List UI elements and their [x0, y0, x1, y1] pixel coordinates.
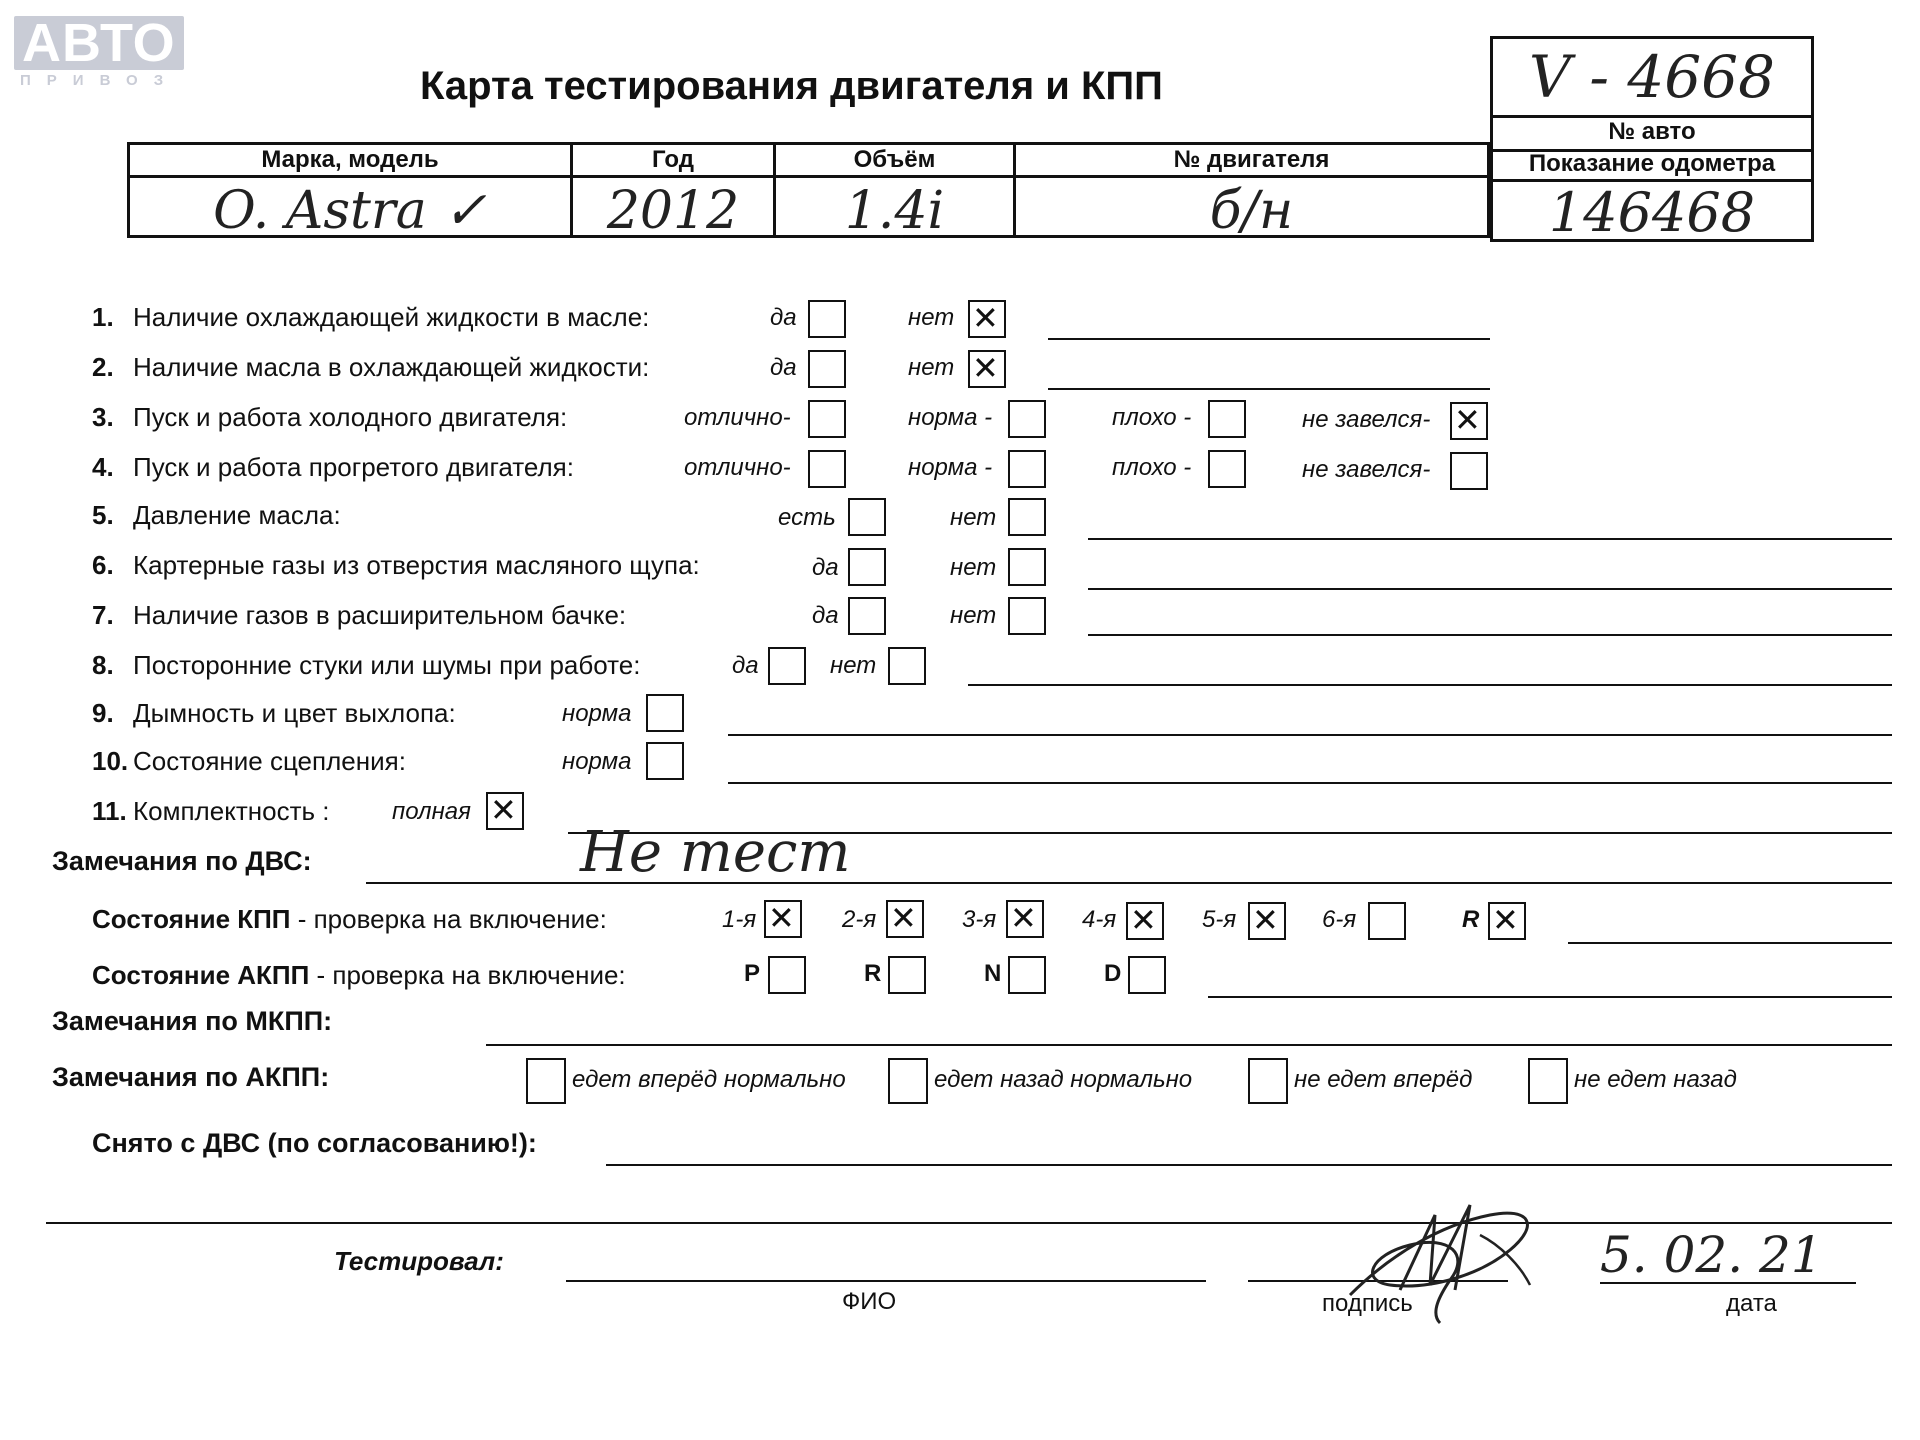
year-value[interactable]: 2012 — [606, 181, 740, 241]
q1-number: 1. — [92, 302, 114, 332]
year-cell — [570, 145, 773, 241]
logo-sub: ПРИВОЗ — [20, 72, 180, 89]
akpp-label-rest: - проверка на включение: — [309, 960, 626, 990]
q7-opt-no-label: нет — [950, 602, 997, 629]
q1-note-line[interactable] — [1048, 338, 1490, 340]
q10-number: 10. — [92, 746, 129, 776]
engine-number-label: № двигателя — [1016, 145, 1487, 178]
q3-opt-nostart-label: не завелся- — [1302, 406, 1431, 433]
kpp-gear-r-checkbox[interactable] — [1488, 902, 1526, 940]
q2-opt-yes-label: да — [770, 354, 797, 381]
q8-no-checkbox[interactable] — [888, 647, 926, 685]
akpp-mode-p-label: P — [744, 960, 761, 987]
q4-bad-checkbox[interactable] — [1208, 450, 1246, 488]
q3-nostart-checkbox[interactable] — [1450, 402, 1488, 440]
q3-opt-excellent-label: отлично- — [684, 404, 791, 431]
volume-label: Объём — [776, 145, 1013, 178]
mkpp-remarks-label: Замечания по МКПП: — [52, 1006, 333, 1036]
kpp-gear-1-label: 1-я — [722, 906, 757, 933]
q11-opt-full-label: полная — [392, 798, 471, 825]
volume-cell — [773, 145, 1013, 241]
akpp-backward-normal-label: едет назад нормально — [934, 1066, 1193, 1093]
q8-note-line[interactable] — [968, 684, 1892, 686]
akpp-forward-normal-checkbox[interactable] — [526, 1058, 566, 1104]
kpp-gear-r-label: R — [1462, 906, 1480, 933]
q9-note-line[interactable] — [728, 734, 1892, 736]
make-model-label: Марка, модель — [130, 145, 570, 178]
q6-opt-no-label: нет — [950, 554, 997, 581]
q5-text: Давление масла: — [133, 500, 341, 530]
kpp-gear-2-checkbox[interactable] — [886, 900, 924, 938]
q3-text: Пуск и работа холодного двигателя: — [133, 402, 568, 432]
q3-opt-bad-label: плохо - — [1112, 404, 1192, 431]
q1-text: Наличие охлаждающей жидкости в масле: — [133, 302, 650, 332]
auto-number-box — [1490, 36, 1814, 242]
q4-opt-normal-label: норма - — [908, 454, 993, 481]
q3-opt-normal-label: норма - — [908, 404, 993, 431]
auto-number-value[interactable]: V - 4668 — [1493, 39, 1811, 118]
q3-excellent-checkbox[interactable] — [808, 400, 846, 438]
q4-opt-bad-label: плохо - — [1112, 454, 1192, 481]
auto-number-label: № авто — [1493, 115, 1811, 152]
fio-line[interactable] — [566, 1280, 1206, 1282]
q9-text: Дымность и цвет выхлопа: — [133, 698, 456, 728]
engine-number-value[interactable]: б/н — [1209, 181, 1294, 241]
q2-text: Наличие масла в охлаждающей жидкости: — [133, 352, 650, 382]
q2-note-line[interactable] — [1048, 388, 1490, 390]
q4-opt-nostart-label: не завелся- — [1302, 456, 1431, 483]
signature-label: подпись — [1322, 1290, 1413, 1317]
q11-number: 11. — [92, 796, 127, 826]
q8-number: 8. — [92, 650, 114, 680]
q7-note-line[interactable] — [1088, 634, 1892, 636]
q4-number: 4. — [92, 452, 114, 482]
kpp-gear-4-label: 4-я — [1082, 906, 1117, 933]
q10-text: Состояние сцепления: — [133, 746, 406, 776]
logo-main: АВТО — [14, 16, 184, 70]
q9-number: 9. — [92, 698, 114, 728]
akpp-mode-n-label: N — [984, 960, 1002, 987]
q4-opt-excellent-label: отлично- — [684, 454, 791, 481]
q4-normal-checkbox[interactable] — [1008, 450, 1046, 488]
date-label: дата — [1726, 1290, 1777, 1317]
q3-normal-checkbox[interactable] — [1008, 400, 1046, 438]
kpp-gear-2-label: 2-я — [842, 906, 877, 933]
kpp-gear-5-checkbox[interactable] — [1248, 902, 1286, 940]
handwritten-signature — [1330, 1195, 1560, 1330]
fio-label: ФИО — [842, 1288, 897, 1315]
q6-no-checkbox[interactable] — [1008, 548, 1046, 586]
mkpp-remarks-line[interactable] — [486, 1044, 1892, 1046]
tested-by-label: Тестировал: — [334, 1246, 504, 1276]
q8-text: Посторонние стуки или шумы при работе: — [133, 650, 641, 680]
kpp-gear-6-checkbox[interactable] — [1368, 902, 1406, 940]
q1-yes-checkbox[interactable] — [808, 300, 846, 338]
odometer-value[interactable]: 146468 — [1548, 181, 1756, 244]
kpp-note-line[interactable] — [1568, 942, 1892, 944]
engine-number-cell — [1013, 145, 1487, 241]
q5-opt-no-label: нет — [950, 504, 997, 531]
q5-number: 5. — [92, 500, 114, 530]
q11-full-checkbox[interactable] — [486, 792, 524, 830]
q3-bad-checkbox[interactable] — [1208, 400, 1246, 438]
dvs-remarks-line[interactable] — [366, 882, 1892, 884]
akpp-mode-r-label: R — [864, 960, 882, 987]
q4-text: Пуск и работа прогретого двигателя: — [133, 452, 574, 482]
akpp-forward-normal-label: едет вперёд нормально — [572, 1066, 846, 1093]
removed-label: Снято с ДВС (по согласованию!): — [92, 1128, 537, 1158]
q7-opt-yes-label: да — [812, 602, 839, 629]
kpp-check-label — [92, 904, 607, 935]
date-value[interactable]: 5. 02. 21 — [1600, 1226, 1823, 1284]
q1-no-checkbox[interactable] — [968, 300, 1006, 338]
removed-line[interactable] — [606, 1164, 1892, 1166]
kpp-gear-3-checkbox[interactable] — [1006, 900, 1044, 938]
q9-normal-checkbox[interactable] — [646, 694, 684, 732]
q10-note-line[interactable] — [728, 782, 1892, 784]
odometer-label: Показание одометра — [1493, 149, 1811, 182]
company-logo — [14, 13, 184, 89]
year-label: Год — [573, 145, 773, 178]
akpp-no-forward-checkbox[interactable] — [1248, 1058, 1288, 1104]
akpp-check-label — [92, 960, 626, 991]
make-model-value[interactable]: O. Astra ✓ — [213, 181, 487, 241]
q6-note-line[interactable] — [1088, 588, 1892, 590]
q4-nostart-checkbox[interactable] — [1450, 452, 1488, 490]
q5-yes-checkbox[interactable] — [848, 498, 886, 536]
q6-number: 6. — [92, 550, 114, 580]
akpp-mode-d-label: D — [1104, 960, 1122, 987]
q6-opt-yes-label: да — [812, 554, 839, 581]
date-line[interactable] — [1600, 1282, 1856, 1284]
q10-opt-normal-label: норма — [562, 748, 632, 775]
q1-opt-yes-label: да — [770, 304, 797, 331]
dvs-remarks-label: Замечания по ДВС: — [52, 846, 312, 876]
footer-divider — [46, 1222, 1892, 1224]
q6-text: Картерные газы из отверстия масляного щупа: — [133, 550, 700, 580]
q7-number: 7. — [92, 600, 114, 630]
make-model-cell — [130, 145, 570, 241]
kpp-gear-3-label: 3-я — [962, 906, 997, 933]
akpp-mode-p-checkbox[interactable] — [768, 956, 806, 994]
kpp-gear-4-checkbox[interactable] — [1126, 902, 1164, 940]
q7-yes-checkbox[interactable] — [848, 597, 886, 635]
q8-opt-no-label: нет — [830, 652, 877, 679]
q7-text: Наличие газов в расширительном бачке: — [133, 600, 627, 630]
q10-normal-checkbox[interactable] — [646, 742, 684, 780]
akpp-mode-d-checkbox[interactable] — [1128, 956, 1166, 994]
akpp-remarks-label: Замечания по АКПП: — [52, 1062, 330, 1092]
q2-number: 2. — [92, 352, 114, 382]
kpp-gear-6-label: 6-я — [1322, 906, 1357, 933]
vehicle-info-table — [127, 142, 1490, 241]
dvs-remarks-value[interactable]: Не тест — [580, 820, 851, 885]
q5-note-line[interactable] — [1088, 538, 1892, 540]
kpp-label-bold: Состояние КПП — [92, 904, 291, 934]
akpp-label-bold: Состояние АКПП — [92, 960, 310, 990]
akpp-no-forward-label: не едет вперёд — [1294, 1066, 1473, 1093]
q11-text: Комплектность : — [133, 796, 330, 826]
q5-opt-yes-label: есть — [778, 504, 836, 531]
q7-no-checkbox[interactable] — [1008, 597, 1046, 635]
kpp-label-rest: - проверка на включение: — [290, 904, 607, 934]
q5-no-checkbox[interactable] — [1008, 498, 1046, 536]
q8-opt-yes-label: да — [732, 652, 759, 679]
form-title: Карта тестирования двигателя и КПП — [420, 64, 1163, 108]
akpp-no-backward-label: не едет назад — [1574, 1066, 1737, 1093]
akpp-backward-normal-checkbox[interactable] — [888, 1058, 928, 1104]
q8-yes-checkbox[interactable] — [768, 647, 806, 685]
q2-opt-no-label: нет — [908, 354, 955, 381]
q1-opt-no-label: нет — [908, 304, 955, 331]
q6-yes-checkbox[interactable] — [848, 548, 886, 586]
q3-number: 3. — [92, 402, 114, 432]
q4-excellent-checkbox[interactable] — [808, 450, 846, 488]
akpp-mode-r-checkbox[interactable] — [888, 956, 926, 994]
q2-no-checkbox[interactable] — [968, 350, 1006, 388]
q2-yes-checkbox[interactable] — [808, 350, 846, 388]
kpp-gear-1-checkbox[interactable] — [764, 900, 802, 938]
q9-opt-normal-label: норма — [562, 700, 632, 727]
akpp-note-line[interactable] — [1208, 996, 1892, 998]
volume-value[interactable]: 1.4i — [844, 181, 945, 241]
akpp-no-backward-checkbox[interactable] — [1528, 1058, 1568, 1104]
akpp-mode-n-checkbox[interactable] — [1008, 956, 1046, 994]
kpp-gear-5-label: 5-я — [1202, 906, 1237, 933]
